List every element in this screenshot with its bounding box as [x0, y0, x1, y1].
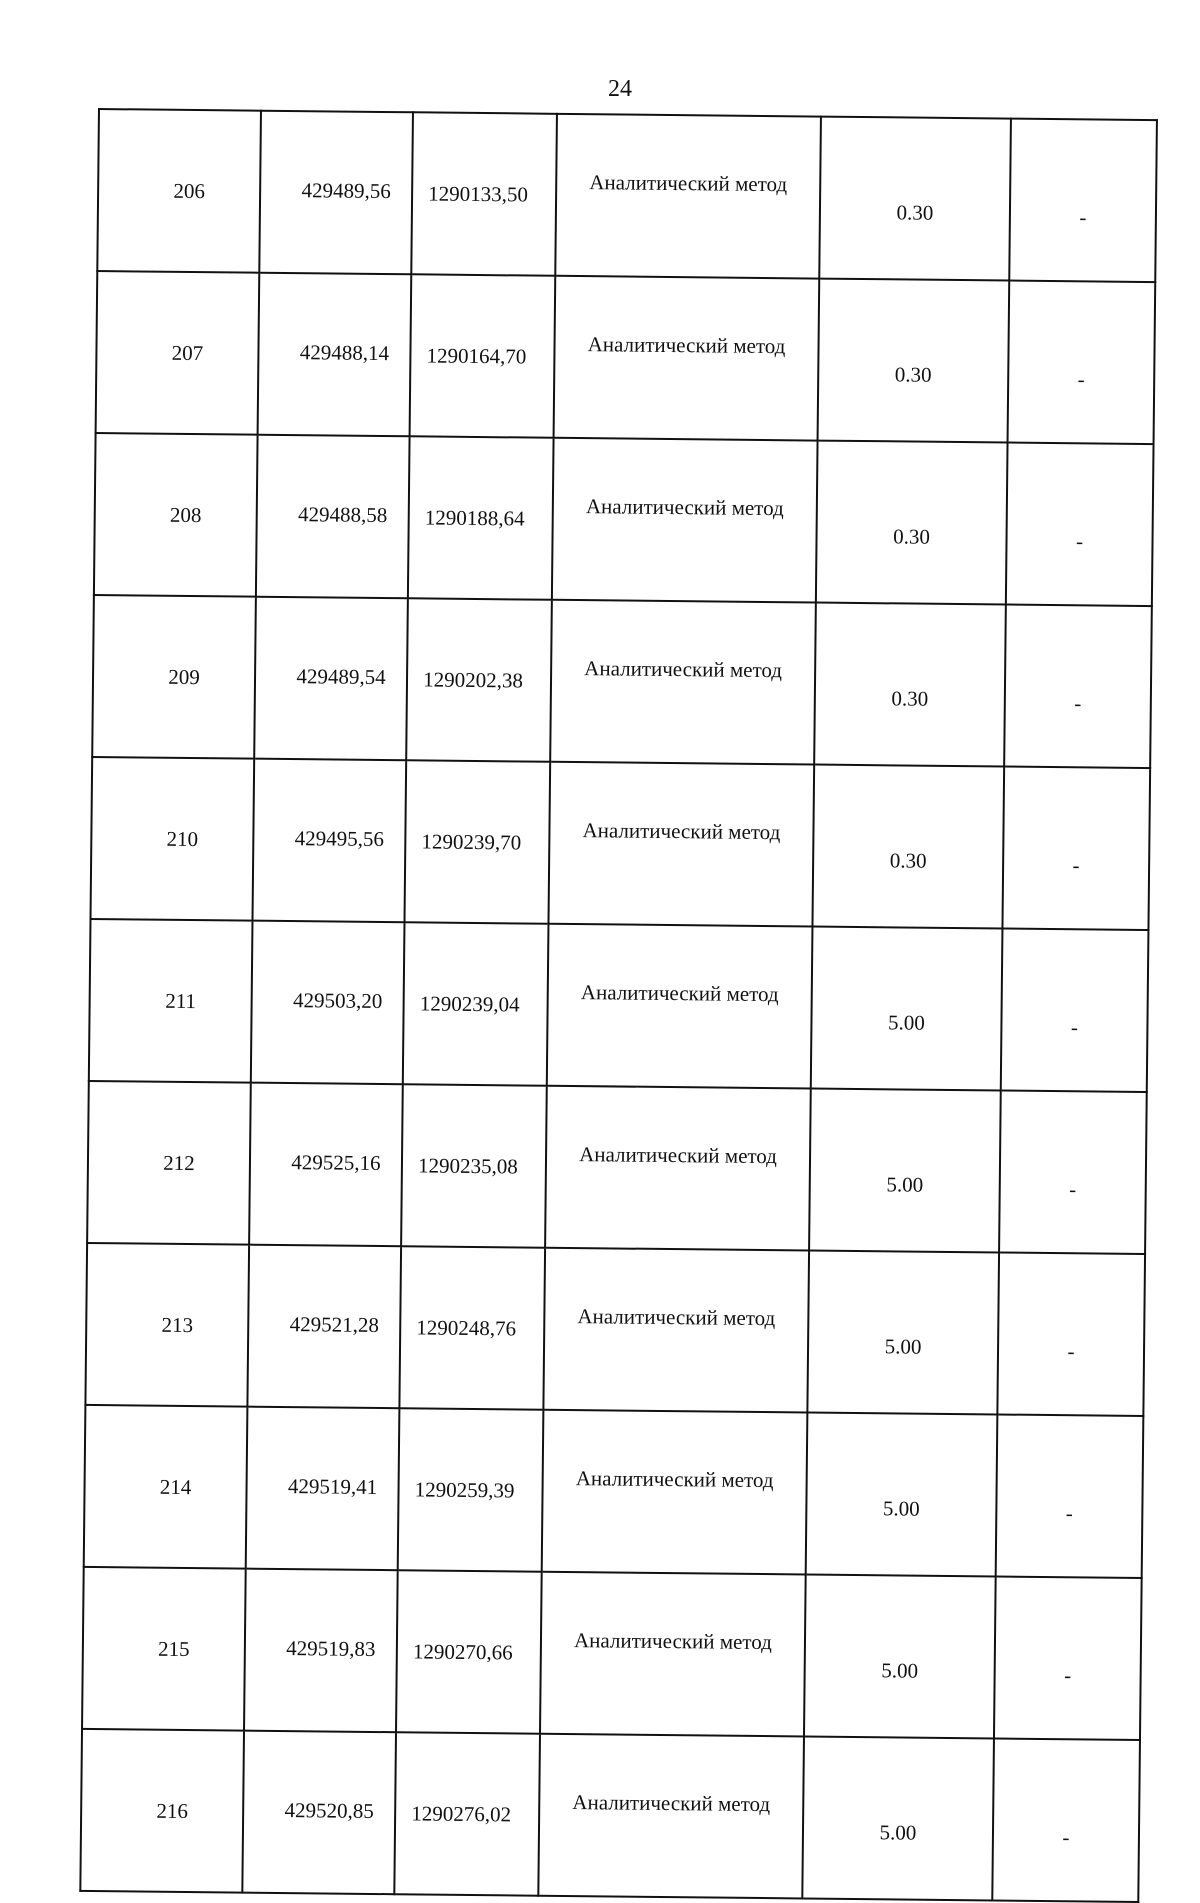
note-cell: [1004, 605, 1152, 769]
table-row: [97, 109, 1157, 282]
note-cell: [1008, 281, 1156, 445]
point-number: 206: [173, 178, 206, 203]
y-coordinate-cell: [399, 1246, 545, 1409]
x-coordinate: 429489,56: [301, 177, 391, 203]
x-coordinate: 429519,41: [287, 1473, 378, 1499]
point-number-cell: [87, 1081, 251, 1245]
accuracy-cell: [819, 117, 1011, 281]
x-coordinate: 429488,14: [299, 339, 390, 365]
point-number-cell: [94, 433, 258, 597]
x-coordinate-cell: [258, 273, 412, 437]
point-number-cell: [84, 1405, 248, 1569]
accuracy-value: 0.30: [889, 847, 927, 873]
point-number-cell: [89, 919, 253, 1083]
point-number: 212: [163, 1150, 195, 1175]
table-row: [82, 1567, 1142, 1740]
note-value: -: [1072, 852, 1080, 877]
y-coordinate: 1290276,02: [411, 1800, 512, 1826]
method-cell: [552, 438, 818, 603]
table-row: [96, 271, 1156, 444]
accuracy-value: 5.00: [887, 1009, 925, 1035]
point-number: 208: [169, 502, 202, 527]
point-number: 215: [157, 1636, 190, 1661]
accuracy-cell: [812, 765, 1004, 929]
y-coordinate-cell: [394, 1732, 540, 1895]
table-row: [91, 757, 1151, 930]
note-cell: [994, 1576, 1142, 1740]
y-coordinate-cell: [408, 436, 554, 599]
x-coordinate: 429488,58: [298, 501, 388, 527]
method-cell: [543, 1248, 809, 1413]
method-text: Аналитический метод: [589, 170, 788, 197]
note-cell: [1002, 767, 1150, 931]
accuracy-cell: [818, 279, 1010, 443]
table-row: [87, 1081, 1147, 1254]
table-row: [92, 595, 1152, 768]
note-cell: [1009, 119, 1157, 283]
point-number: 214: [159, 1474, 192, 1499]
method-text: Аналитический метод: [577, 1304, 776, 1331]
method-cell: [554, 276, 820, 441]
accuracy-value: 5.00: [886, 1171, 924, 1197]
method-text: Аналитический метод: [580, 980, 779, 1007]
accuracy-cell: [809, 1089, 1001, 1253]
table-row: [89, 919, 1149, 1092]
method-cell: [547, 924, 813, 1089]
x-coordinate: 429519,83: [286, 1635, 376, 1661]
note-value: -: [1065, 1500, 1073, 1525]
y-coordinate-cell: [396, 1570, 542, 1733]
x-coordinate-cell: [247, 1245, 401, 1409]
y-coordinate: 1290239,04: [419, 990, 520, 1016]
point-number: 213: [161, 1312, 194, 1337]
method-text: Аналитический метод: [572, 1790, 771, 1817]
accuracy-value: 5.00: [881, 1657, 919, 1683]
point-number: 209: [168, 664, 200, 689]
point-number-cell: [92, 595, 256, 759]
x-coordinate-cell: [246, 1407, 400, 1571]
note-cell: [992, 1738, 1140, 1902]
x-coordinate-cell: [249, 1083, 403, 1247]
method-text: Аналитический метод: [575, 1466, 774, 1493]
accuracy-cell: [814, 603, 1006, 767]
note-value: -: [1069, 1176, 1077, 1201]
point-number-cell: [85, 1243, 249, 1407]
x-coordinate-cell: [242, 1731, 396, 1895]
method-cell: [555, 114, 821, 279]
coordinates-table: [79, 108, 1158, 1903]
x-coordinate-cell: [259, 111, 413, 275]
y-coordinate: 1290164,70: [426, 342, 527, 368]
point-number: 211: [165, 988, 197, 1013]
note-cell: [999, 1091, 1147, 1255]
x-coordinate: 429521,28: [289, 1311, 380, 1337]
note-value: -: [1064, 1662, 1072, 1687]
y-coordinate: 1290239,70: [421, 828, 522, 854]
x-coordinate: 429520,85: [284, 1797, 374, 1823]
note-cell: [996, 1414, 1144, 1578]
y-coordinate: 1290133,50: [428, 180, 529, 207]
accuracy-cell: [806, 1413, 998, 1577]
x-coordinate: 429495,56: [294, 825, 385, 851]
note-value: -: [1077, 366, 1085, 391]
y-coordinate: 1290202,38: [423, 666, 524, 692]
method-text: Аналитический метод: [587, 332, 786, 359]
y-coordinate-cell: [398, 1408, 544, 1571]
accuracy-cell: [804, 1574, 996, 1738]
note-value: -: [1075, 528, 1084, 553]
method-cell: [548, 762, 814, 927]
point-number-cell: [96, 271, 260, 435]
note-value: -: [1079, 204, 1087, 229]
accuracy-value: 0.30: [893, 523, 931, 549]
coordinates-table-wrapper: [79, 108, 1158, 1903]
y-coordinate: 1290248,76: [416, 1314, 517, 1340]
y-coordinate: 1290270,66: [412, 1638, 513, 1664]
method-cell: [550, 600, 816, 765]
note-cell: [1006, 443, 1154, 607]
method-cell: [542, 1410, 808, 1575]
point-number-cell: [91, 757, 255, 921]
point-number-cell: [97, 109, 261, 273]
x-coordinate: 429489,54: [296, 663, 386, 689]
accuracy-value: 5.00: [882, 1495, 920, 1521]
x-coordinate-cell: [252, 759, 406, 923]
y-coordinate-cell: [404, 760, 550, 923]
table-row: [84, 1405, 1144, 1578]
y-coordinate: 1290188,64: [424, 504, 525, 530]
method-cell: [545, 1086, 811, 1251]
accuracy-value: 0.30: [896, 199, 934, 225]
point-number-cell: [80, 1729, 244, 1893]
note-value: -: [1067, 1338, 1075, 1363]
table-row: [94, 433, 1154, 606]
x-coordinate-cell: [254, 597, 408, 761]
point-number: 216: [156, 1798, 189, 1823]
accuracy-cell: [816, 441, 1008, 605]
note-cell: [1001, 929, 1149, 1093]
accuracy-value: 0.30: [891, 685, 929, 711]
method-text: Аналитический метод: [585, 494, 784, 521]
note-value: -: [1074, 690, 1082, 715]
x-coordinate: 429503,20: [292, 987, 383, 1013]
accuracy-value: 0.30: [894, 361, 932, 387]
point-number: 210: [166, 826, 199, 851]
table-row: [80, 1729, 1140, 1902]
method-cell: [538, 1734, 804, 1899]
y-coordinate: 1290259,39: [414, 1476, 515, 1502]
note-cell: [997, 1252, 1145, 1416]
x-coordinate: 429525,16: [291, 1149, 381, 1175]
y-coordinate: 1290235,08: [417, 1152, 518, 1178]
point-number: 207: [171, 340, 204, 365]
y-coordinate-cell: [410, 274, 556, 437]
accuracy-value: 5.00: [879, 1819, 917, 1845]
table-row: [85, 1243, 1145, 1416]
x-coordinate-cell: [256, 435, 410, 599]
y-coordinate-cell: [406, 598, 552, 761]
method-text: Аналитический метод: [579, 1142, 778, 1169]
y-coordinate-cell: [403, 922, 549, 1085]
x-coordinate-cell: [251, 921, 405, 1085]
method-text: Аналитический метод: [584, 656, 783, 683]
page-number: 24: [608, 76, 632, 102]
method-text: Аналитический метод: [582, 818, 781, 845]
coordinates-table-body: [80, 109, 1157, 1902]
note-value: -: [1070, 1014, 1079, 1039]
method-cell: [540, 1572, 806, 1737]
x-coordinate-cell: [244, 1569, 398, 1733]
accuracy-cell: [807, 1251, 999, 1415]
method-text: Аналитический метод: [573, 1628, 772, 1655]
y-coordinate-cell: [401, 1084, 547, 1247]
note-value: -: [1062, 1824, 1070, 1849]
accuracy-cell: [811, 927, 1003, 1091]
y-coordinate-cell: [411, 112, 557, 275]
accuracy-value: 5.00: [884, 1333, 922, 1359]
point-number-cell: [82, 1567, 246, 1731]
accuracy-cell: [802, 1736, 994, 1900]
